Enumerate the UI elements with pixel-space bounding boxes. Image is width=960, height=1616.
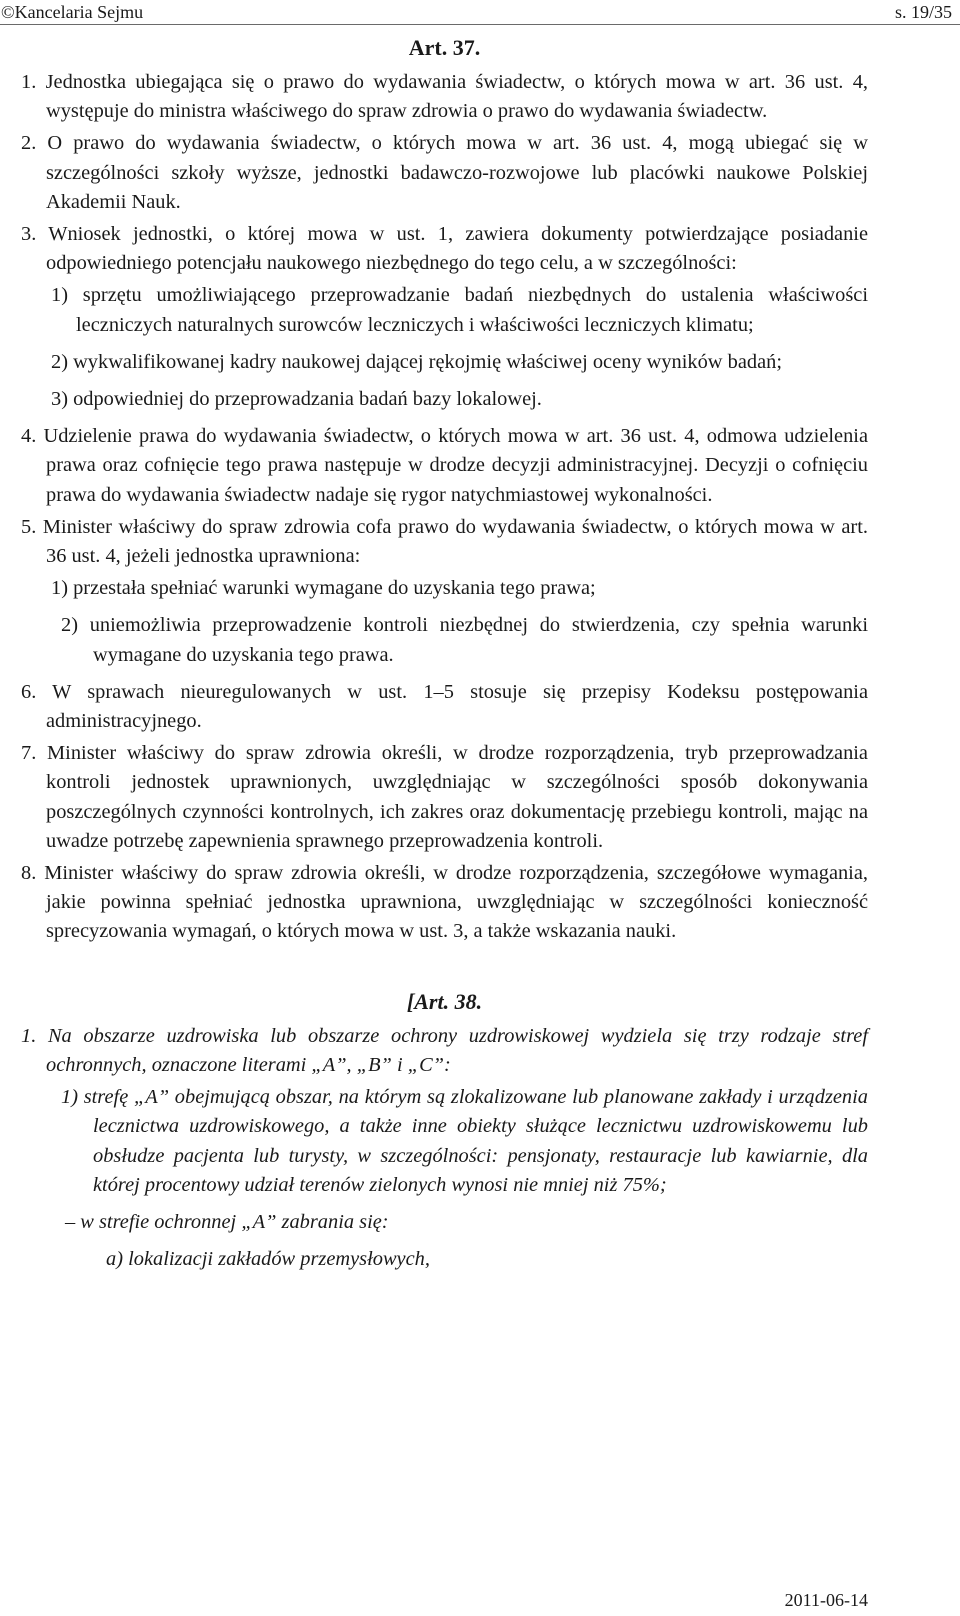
art38-item-1: 1) strefę „A” obejmującą obszar, na którym są zlokalizowane lub planowane zakłady i urządzenia lecznictwa uzdrowiskowego, a także inne obiekty służące lecznictwu uzdrowiskowemu lub obsłudze pacjenta lub turysty, w szczególności: pensjonaty, restauracje lub kawiarnie, dla której procentowy udział terenów zielonych wynosi nie mniej niż 75%;	[61, 1086, 868, 1196]
document-body	[21, 34, 868, 1274]
section-gap	[21, 950, 868, 988]
header-copyright: ©Kancelaria Sejmu	[1, 2, 144, 22]
art37-paragraph-6: 6. W sprawach nieuregulowanych w ust. 1–5 stosuje się przepisy Kodeksu postępowania administracyjnego.	[21, 680, 868, 733]
art37-paragraph-5: 5. Minister właściwy do spraw zdrowia cofa prawo do wydawania świadectw, o których mowa w art. 36 ust. 4, jeżeli jednostka uprawniona:	[21, 515, 868, 568]
art38-paragraph-1: 1. Na obszarze uzdrowiska lub obszarze ochrony uzdrowiskowej wydziela się trzy rodzaje stref ochronnych, oznaczone literami „A”, „B” i „C”:	[21, 1024, 868, 1076]
art37-paragraph-8: 8. Minister właściwy do spraw zdrowia określi, w drodze rozporządzenia, szczegółowe wymagania, jakie powinna spełniać jednostka uprawniona, uwzględniając w szczególności konieczność sprecyzowania wymagań, o których mowa w ust. 3, a także wskazania nauki.	[21, 862, 868, 943]
art37-p5-item-1: 1) przestała spełniać warunki wymagane do uzyskania tego prawa;	[51, 577, 596, 600]
header-page-number: s. 19/35	[894, 2, 952, 22]
art37-p3-item-3: 3) odpowiedniej do przeprowadzania badań bazy lokalowej.	[51, 388, 542, 411]
article-38-title: [Art. 38.	[406, 988, 483, 1014]
footer-date: 2011-06-14	[784, 1590, 868, 1610]
art37-p3-item-2: 2) wykwalifikowanej kadry naukowej dającej rękojmię właściwej oceny wyników badań;	[51, 350, 782, 373]
art37-p3-item-1: 1) sprzętu umożliwiającego przeprowadzanie badań niezbędnych do ustalenia właściwości leczniczych naturalnych surowców leczniczych i właściwości leczniczych klimatu;	[51, 284, 868, 336]
art37-p5-item-2: 2) uniemożliwia przeprowadzenie kontroli niezbędnej do stwierdzenia, czy spełnia warunki wymagane do uzyskania tego prawa.	[61, 614, 868, 666]
art37-paragraph-7: 7. Minister właściwy do spraw zdrowia określi, w drodze rozporządzenia, tryb przeprowadzania kontroli jednostek uprawnionych, uwzględniając w szczególności sposób dokonywania poszczególnych czynności kontrolnych, ich zakres oraz dokumentację przebiegu kontroli, mając na uwadze potrzebę zapewnienia sprawnego przeprowadzenia kontroli.	[21, 742, 868, 852]
art37-paragraph-1: 1. Jednostka ubiegająca się o prawo do wydawania świadectw, o których mowa w art. 36 ust. 4, występuje do ministra właściwego do spraw zdrowia o prawo do wydawania świadectw.	[21, 71, 868, 123]
art37-paragraph-3: 3. Wniosek jednostki, o której mowa w ust. 1, zawiera dokumenty potwierdzające posiadanie odpowiedniego potencjału naukowego niezbędnego do tego celu, a w szczególności:	[21, 223, 868, 275]
art37-paragraph-4: 4. Udzielenie prawa do wydawania świadectw, o których mowa w art. 36 ust. 4, odmowa udzielenia prawa oraz cofnięcie tego prawa następuje w drodze decyzji administracyjnej. Decyzji o cofnięciu prawa do wydawania świadectw nadaje się rygor natychmiastowej wykonalności.	[21, 425, 868, 506]
art38-dash-item: – w strefie ochronnej „A” zabrania się:	[65, 1210, 389, 1233]
header-rule	[0, 24, 960, 25]
article-37-title: Art. 37.	[408, 35, 481, 60]
art37-paragraph-2: 2. O prawo do wydawania świadectw, o których mowa w art. 36 ust. 4, mogą ubiegać się w szczególności szkoły wyższe, jednostki badawczo-rozwojowe lub placówki naukowe Polskiej Akademii Nauk.	[21, 132, 868, 213]
art38-letter-a: a) lokalizacji zakładów przemysłowych,	[106, 1248, 430, 1271]
